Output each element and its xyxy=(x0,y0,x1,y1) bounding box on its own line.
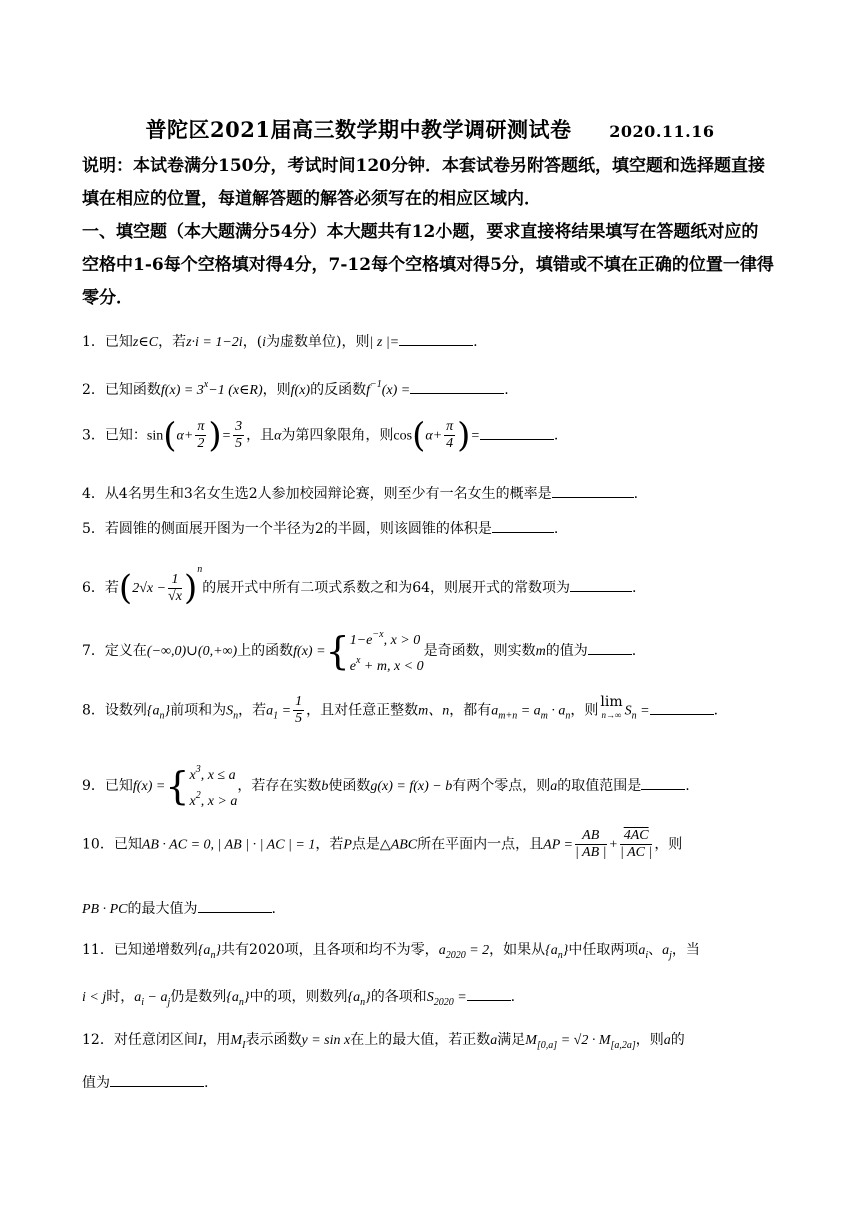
answer-blank-12[interactable] xyxy=(110,1072,204,1087)
answer-blank-4[interactable] xyxy=(552,483,634,498)
answer-blank-1[interactable] xyxy=(399,331,473,346)
instructions xyxy=(82,150,782,216)
question-5: 5．若圆锥的侧面展开图为一个半径为2的半圆，则该圆锥的体积是 . xyxy=(82,518,782,539)
answer-blank-9[interactable] xyxy=(641,775,685,790)
limit: lim n→∞ xyxy=(600,694,623,720)
answer-blank-10[interactable] xyxy=(198,898,272,913)
section-1-line-2: 空格中1-6每个空格填对得4分，7-12每个空格填对得5分，填错或不填在正确的位置一律得 xyxy=(82,255,774,275)
piecewise-cases: $x^3$, x ≤ a $x^2$, x > a xyxy=(189,764,238,809)
fraction: $\frac{AB}{| AB |}$ xyxy=(574,828,607,860)
answer-blank-5[interactable] xyxy=(492,518,554,533)
question-12-line-2: 值为 . xyxy=(82,1072,782,1093)
question-10-line-2: PB · PC的最大值为 . xyxy=(82,898,782,920)
fraction: $\frac{1}{5}$ xyxy=(295,694,303,726)
question-3: 3．已知：sin(α+ $\frac{\pi}{2}$ )= $\frac{3}{5}$ ，且α为第四象限角，则cos(α+ $\frac{\pi}{4}$ )= . xyxy=(82,415,559,456)
question-9: 9．已知f(x) ={ $x^3$, x ≤ a $x^2$, x > a ，若存在实数b使函数g(x) = f(x) − b有两个零点，则a的取值范围是 . xyxy=(82,760,782,802)
question-12: 12．对任意闭区间I，用$M_I$表示函数y = sin x在上的最大值，若正数a满足$M_{[0,a]} = √2 \cdot M_{[a,2a]}$，则a的 xyxy=(82,1032,685,1051)
section-1-line-1: 一、填空题（本大题满分54分）本大题共有12小题，要求直接将结果填写在答题纸对应的 xyxy=(82,222,759,242)
question-1: 1．已知z∈C，若z·i = 1−2i，(i为虚数单位)，则| z |= . xyxy=(82,331,782,353)
question-6: 6．若(2√x − $\frac{1}{√x}$ )$^n$的展开式中所有二项式系数之和为64，则展开式的常数项为 . xyxy=(82,564,637,608)
instructions-line-2: 填在相应的位置，每道解答题的解答必须写在的相应区域内． xyxy=(82,189,541,209)
exam-date: 2020.11.16 xyxy=(609,122,715,141)
question-11: 11．已知递增数列$\{a_n\}$共有2020项，且各项和均不为零，$a_{2020} = 2$，如果从$\{a_n\}$中任取两项$a_i$、$a_j$，当 xyxy=(82,942,700,961)
section-1-header xyxy=(82,216,782,315)
fraction: $\frac{4AC}{| AC |}$ xyxy=(619,828,653,860)
answer-blank-7[interactable] xyxy=(588,640,632,655)
fraction: $\frac{1}{√x}$ xyxy=(168,571,182,604)
fraction: $\frac{\pi}{2}$ xyxy=(197,419,205,451)
question-7: 7．定义在(−∞,0)∪(0,+∞)上的函数f(x) ={ $1-e^{-x}$, x > 0 $e^x + m$, x < 0 是奇函数，则实数m的值为 . xyxy=(82,625,782,667)
answer-blank-8[interactable] xyxy=(650,700,714,715)
question-4: 4．从4名男生和3名女生选2人参加校园辩论赛，则至少有一名女生的概率是 . xyxy=(82,483,782,504)
title-text: 普陀区2021届高三数学期中教学调研测试卷 xyxy=(145,117,572,142)
answer-blank-2[interactable] xyxy=(410,379,504,394)
answer-blank-6[interactable] xyxy=(570,577,632,592)
question-8: 8．设数列$\{a_n\}$前项和为$S_n$，若$a_1$ = $\frac{1}{5}$ ，且对任意正整数m、n，都有$a_{m+n} = a_m \cdot a_n$，则 lim n→∞ $S_n$ = . xyxy=(82,694,719,726)
answer-blank-11[interactable] xyxy=(467,986,511,1001)
instructions-line-1: 说明：本试卷满分150分，考试时间120分钟．本套试卷另附答题纸，填空题和选择题直接 xyxy=(82,156,765,176)
piecewise-cases: $1-e^{-x}$, x > 0 $e^x + m$, x < 0 xyxy=(349,629,424,674)
answer-blank-3[interactable] xyxy=(480,425,554,440)
fraction: $\frac{\pi}{4}$ xyxy=(446,419,454,451)
question-2: 2．已知函数$f(x) = 3^x-1$ (x∈R)，则f(x)的反函数$f^{-1}(x)$ = . xyxy=(82,379,509,398)
fraction: $\frac{3}{5}$ xyxy=(235,419,243,451)
section-1-line-3: 零分． xyxy=(82,288,133,308)
question-10: 10．已知AB · AC = 0, | AB | · | AC | = 1，若P点是△ABC所在平面内一点，且AP = $\frac{AB}{| AB |}$ + $\frac{4AC}{| AC |}$ ，则 xyxy=(82,828,683,860)
question-11-line-2: i < j时，$a_i - a_j$仍是数列$\{a_n\}$中的项，则数列$\{a_n\}$的各项和$S_{2020}$ = . xyxy=(82,986,782,1013)
page-title xyxy=(0,114,860,144)
